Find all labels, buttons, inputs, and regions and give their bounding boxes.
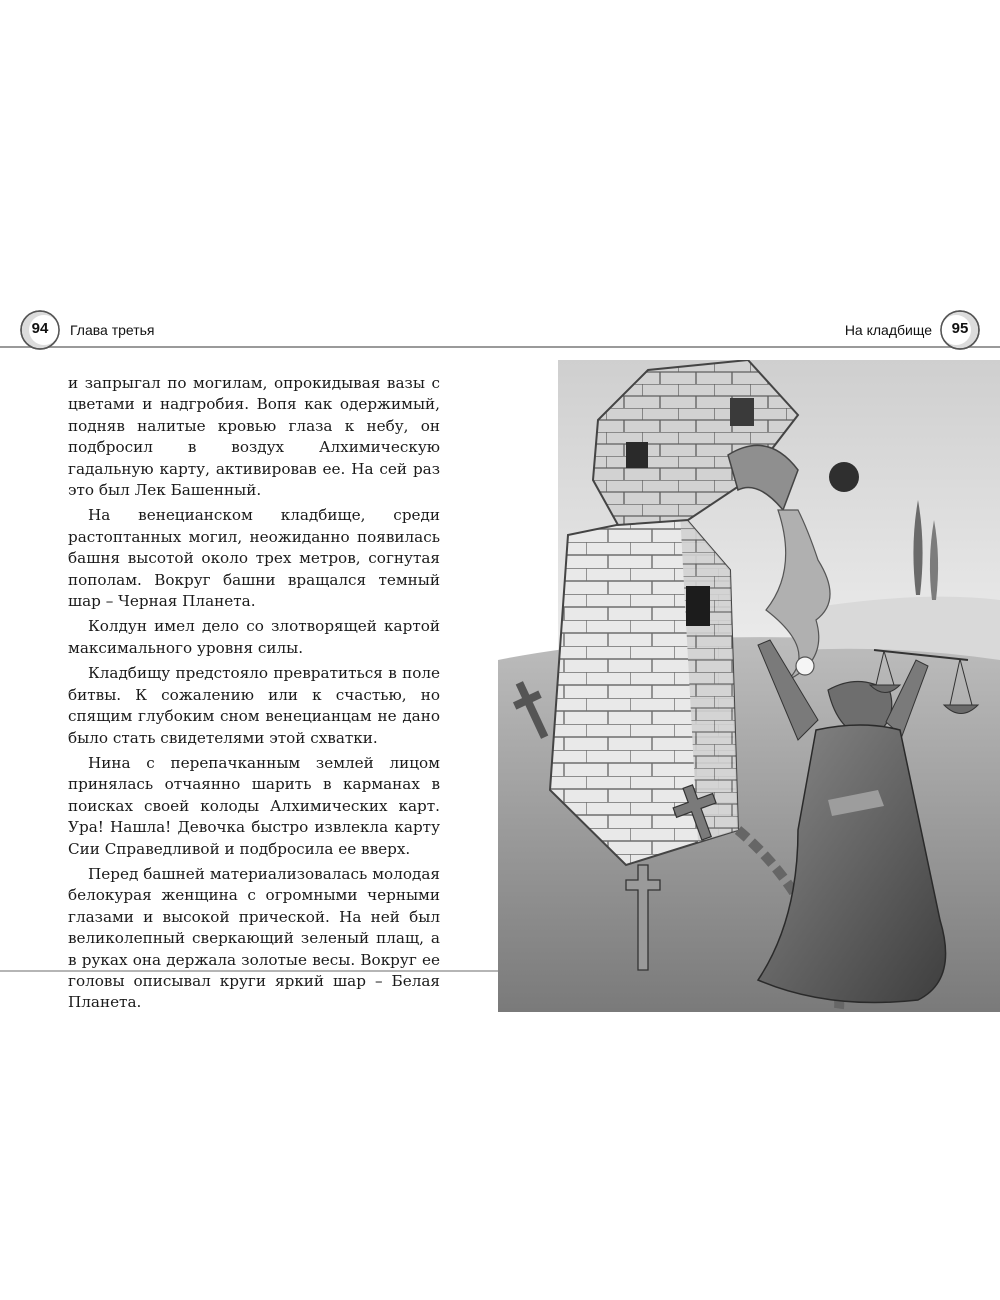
left-page-number: 94 <box>31 320 49 337</box>
paragraph: и запрыгал по могилам, опрокидывая вазы с цветами и надгробия. Вопя как одержимый, подняв налитые кровью глаза к небу, он подбросил в воздух Алхимическую гадальную карту, активировав ее. На сей раз это был Лек Башенный. <box>68 374 440 500</box>
paragraph: Колдун имел дело со злотворящей картой максимального уровня силы. <box>68 617 440 657</box>
right-page-number: 95 <box>951 320 969 337</box>
right-page-number-badge <box>936 310 984 350</box>
paragraph: Перед башней материализовалась молодая белокурая женщина с огромными черными глазами и высокой прической. На ней был великолепный сверкающий зеленый плащ, а в руках она держала золотые весы. Вокруг ее головы описывал круги яркий шар – Белая Планета. <box>68 864 440 1012</box>
paragraph: Нина с перепачканным землей лицом принялась отчаянно шарить в карманах в поисках своей колоды Алхимических карт. Ура! Нашла! Девочка быстро извлекла карту Сии Справедливой и подбросила ее вверх. <box>68 753 440 858</box>
pencil-drawing <box>498 360 1000 1012</box>
paragraph: На венецианском кладбище, среди растоптанных могил, неожиданно появилась башня высотой около трех метров, согнутая пополам. Вокруг башни вращался темный шар – Черная Планета. <box>68 506 440 611</box>
body-text <box>68 373 440 1014</box>
right-header-rule <box>500 346 1000 348</box>
left-running-title: Глава третья <box>70 322 155 338</box>
right-running-title: На кладбище <box>844 322 932 338</box>
left-page-number-badge <box>16 310 64 350</box>
tower-and-justice-illustration <box>498 360 1000 1012</box>
paragraph: Кладбищу предстояло превратиться в поле битвы. К сожалению или к счастью, но спящим глубоким сном венецианцам не дано было стать свидетелями этой схватки. <box>68 664 440 747</box>
left-header-rule <box>0 346 500 348</box>
